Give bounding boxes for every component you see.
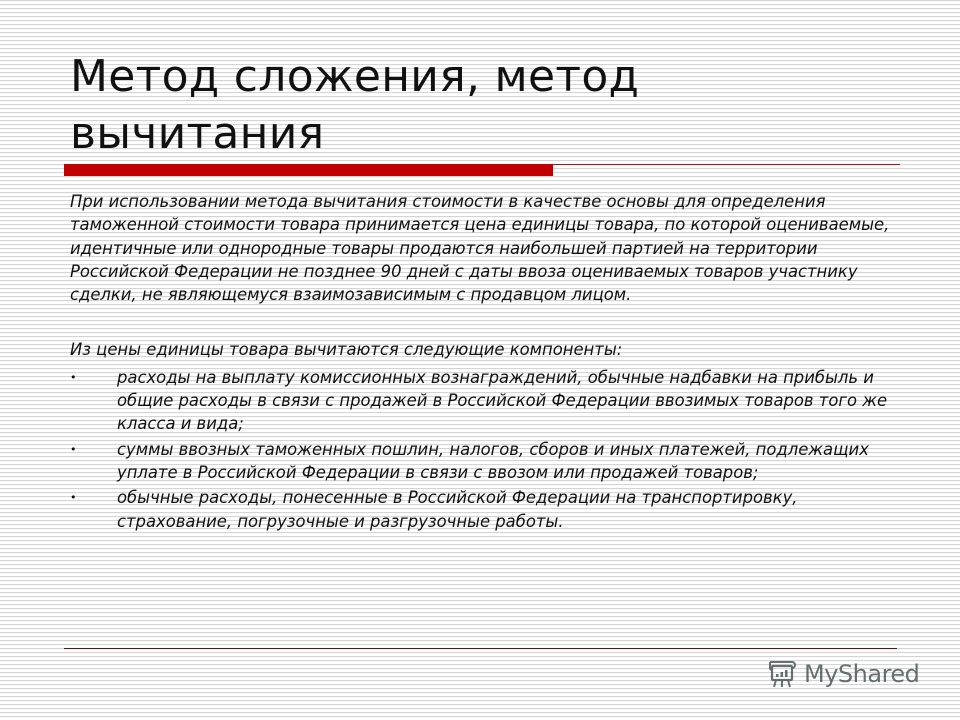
- bullet-icon: •: [70, 442, 77, 456]
- watermark-text: MyShared: [804, 660, 920, 688]
- list-item: [70, 438, 890, 485]
- list-item-text: суммы ввозных таможенных пошлин, налогов, сборов и иных платежей, подлежащих уплате в Российской Федерации в связи с ввозом или продажей товаров;: [117, 439, 869, 482]
- paragraph-definition: При использовании метода вычитания стоимости в качестве основы для определения таможенной стоимости товара принимается цена единицы товара, по которой оцениваемые, идентичные или однородные товары продаются наибольшей партией на территории Российской Федерации не позднее 90 дней с даты ввоза оцениваемых товаров участнику сделки, не являющемуся взаимозависимым с продавцом лицом.: [70, 192, 890, 305]
- slide-title: Метод сложения, метод вычитания: [70, 51, 640, 159]
- bullet-icon: •: [70, 370, 77, 384]
- list-item-text: расходы на выплату комиссионных вознаграждений, обычные надбавки на прибыль и общие расходы в связи с продажей в Российской Федерации ввозимых товаров того же класса и вида;: [117, 367, 888, 434]
- bullet-icon: •: [70, 491, 77, 505]
- slide-body: [70, 190, 890, 535]
- title-divider-accent: [64, 164, 553, 176]
- list-intro: Из цены единицы товара вычитаются следующие компоненты:: [70, 340, 623, 360]
- deductions-list: [70, 366, 890, 533]
- list-item: [70, 366, 890, 436]
- myshared-watermark: [766, 658, 919, 690]
- presentation-board-icon: [766, 659, 798, 689]
- list-item: [70, 486, 890, 533]
- list-item-text: обычные расходы, понесенные в Российской Федерации на транспортировку, страхование, погрузочные и разгрузочные работы.: [117, 488, 798, 531]
- footer-divider: [64, 648, 897, 649]
